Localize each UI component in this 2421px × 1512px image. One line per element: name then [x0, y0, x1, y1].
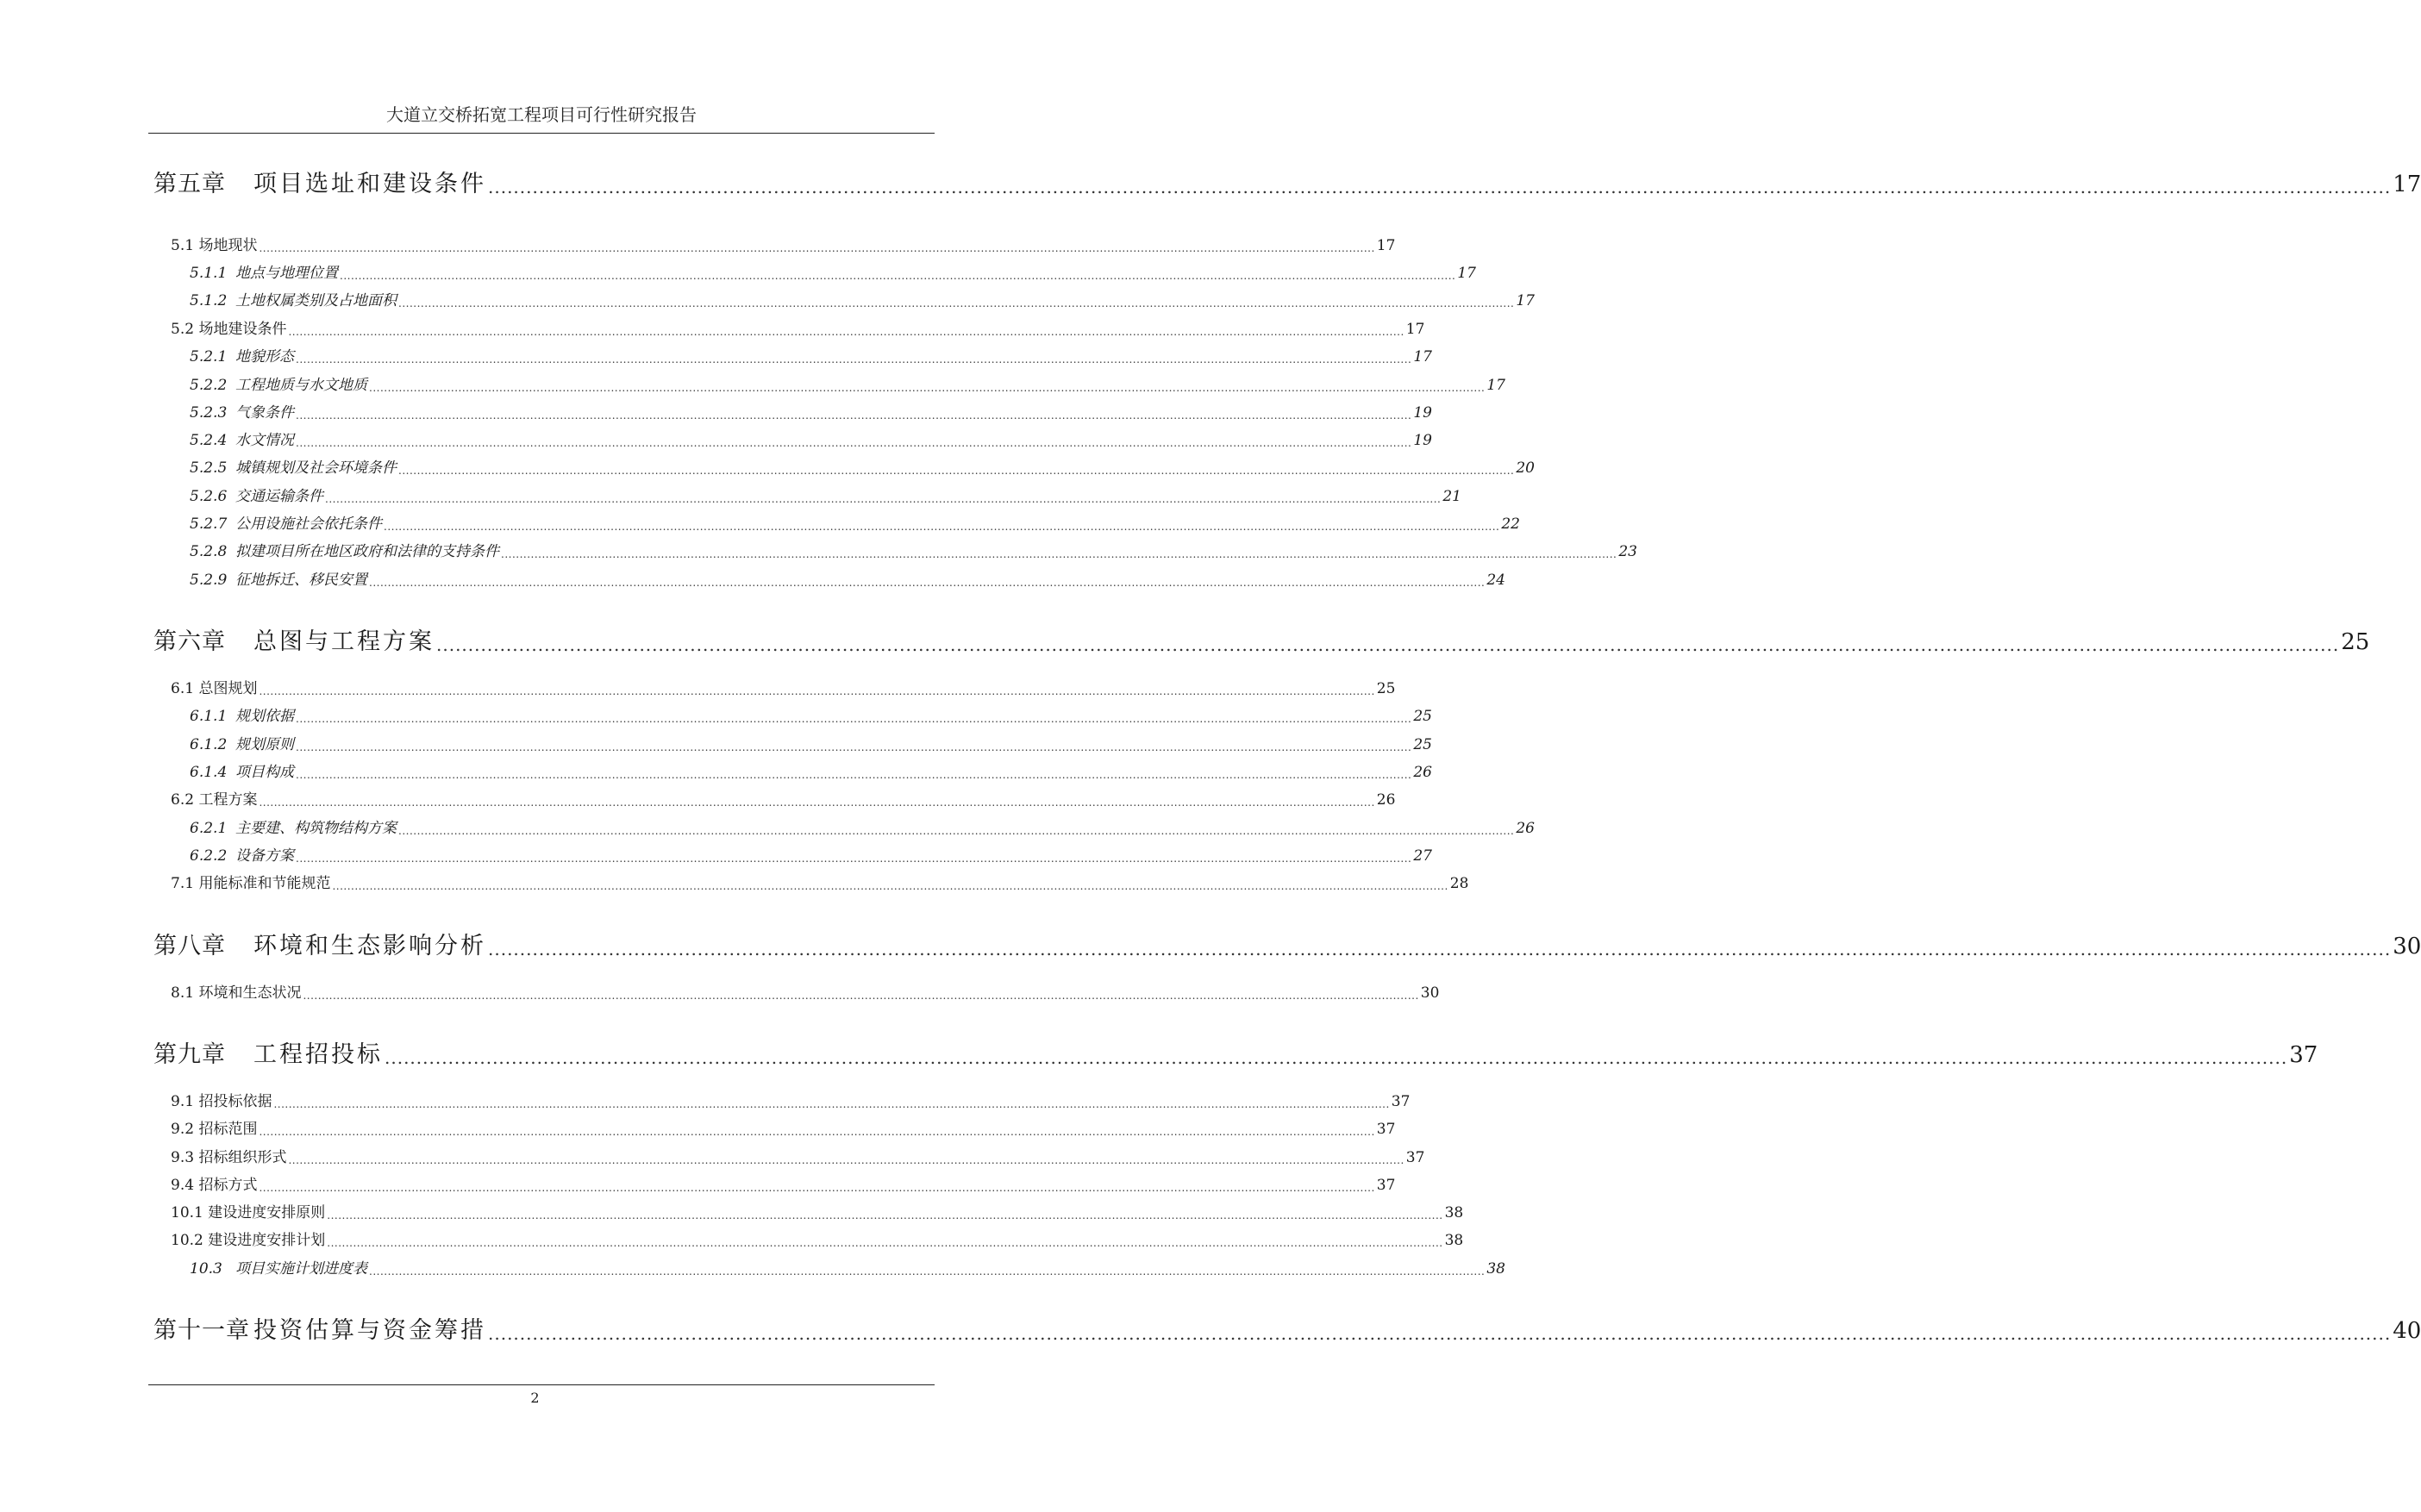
page-number: 37 — [1376, 1177, 1396, 1194]
dot-leader: ............................................................................................................................................................................................................................................................................................................ — [325, 493, 1442, 505]
page-number: 26 — [1516, 820, 1535, 837]
page-number: 21 — [1442, 488, 1461, 505]
toc-subsection-5-2-2[interactable] — [190, 375, 1505, 396]
subsection-code: 5.1.1 — [190, 265, 228, 282]
subsection-title: 设备方案 — [235, 847, 294, 865]
toc-subsection-6-2-1[interactable] — [190, 818, 1535, 839]
toc-section-10-2[interactable] — [171, 1230, 1464, 1251]
section-title: 8.1 环境和生态状况 — [171, 984, 302, 1002]
page-number: 19 — [1413, 432, 1432, 449]
subsection-title: 主要建、构筑物结构方案 — [235, 820, 397, 837]
subsection-code: 6.2.1 — [190, 820, 228, 837]
subsection-title: 土地权属类别及占地面积 — [235, 292, 397, 309]
dot-leader: ............................................................................................................................................................................................................................................................................................................ — [296, 769, 1412, 781]
section-title: 10.1 建设进度安排原则 — [171, 1204, 326, 1221]
dot-leader: ............................................................................................................................................................................................................................................................................................................ — [296, 437, 1412, 449]
chapter-title: 环境和生态影响分析 — [253, 933, 486, 959]
page-number: 17 — [2393, 172, 2421, 197]
chapter-title: 总图与工程方案 — [253, 628, 435, 655]
dot-leader: ............................................................................................................................................................................................................................................................................................................ — [296, 713, 1412, 725]
subsection-code: 5.2.8 — [190, 543, 228, 560]
subsection-code: 5.2.2 — [190, 377, 228, 394]
dot-leader: ............................................................................................................................................................................................................................................................................................................ — [385, 1047, 2288, 1068]
toc-subsection-5-2-6[interactable] — [190, 486, 1461, 507]
dot-leader: ............................................................................................................................................................................................................................................................................................................ — [488, 177, 2392, 197]
dot-leader: ............................................................................................................................................................................................................................................................................................................ — [273, 1098, 1390, 1110]
dot-leader: ............................................................................................................................................................................................................................................................................................................ — [259, 242, 1375, 254]
toc-subsection-5-2-3[interactable] — [190, 403, 1432, 423]
page-number: 17 — [1486, 377, 1505, 394]
section-title: 6.1 总图规划 — [171, 680, 258, 697]
subsection-code: 5.2.1 — [190, 348, 228, 366]
subsection-title: 工程地质与水文地质 — [235, 377, 367, 394]
page-number: 25 — [2341, 629, 2370, 655]
dot-leader: ............................................................................................................................................................................................................................................................................................................ — [488, 1323, 2392, 1344]
subsection-code: 5.1.2 — [190, 292, 228, 309]
toc-section-9-1[interactable] — [171, 1091, 1411, 1112]
section-title: 9.1 招投标依据 — [171, 1093, 272, 1110]
dot-leader: ............................................................................................................................................................................................................................................................................................................ — [398, 825, 1515, 837]
dot-leader: ............................................................................................................................................................................................................................................................................................................ — [369, 577, 1486, 589]
dot-leader: ............................................................................................................................................................................................................................................................................................................ — [288, 326, 1404, 338]
toc-subsection-5-2-9[interactable] — [190, 570, 1505, 590]
document-title: 大道立交桥拓宽工程项目可行性研究报告 — [386, 104, 697, 125]
chapter-number: 第八章 — [153, 933, 226, 959]
page-number: 30 — [1420, 984, 1440, 1002]
subsection-code: 5.2.9 — [190, 572, 228, 589]
page-number: 17 — [1405, 321, 1425, 338]
page-number: 26 — [1413, 764, 1432, 781]
dot-leader: ............................................................................................................................................................................................................................................................................................................ — [296, 853, 1412, 865]
subsection-title: 拟建项目所在地区政府和法律的支持条件 — [235, 543, 499, 560]
dot-leader: ............................................................................................................................................................................................................................................................................................................ — [398, 465, 1515, 477]
page-number: 17 — [1376, 237, 1396, 254]
subsection-title: 交通运输条件 — [235, 488, 323, 505]
dot-leader: ............................................................................................................................................................................................................................................................................................................ — [296, 409, 1412, 422]
subsection-title: 项目实施计划进度表 — [235, 1260, 367, 1278]
page-number: 28 — [1449, 875, 1469, 892]
toc-subsection-5-1-1[interactable] — [190, 263, 1476, 284]
toc-subsection-6-1-4[interactable] — [190, 762, 1432, 783]
toc-section-5-2[interactable] — [171, 319, 1425, 340]
subsection-code: 10.3 — [190, 1260, 222, 1278]
section-title: 5.2 场地建设条件 — [171, 321, 287, 338]
section-title: 9.4 招标方式 — [171, 1177, 258, 1194]
subsection-code: 5.2.4 — [190, 432, 228, 449]
toc-subsection-5-2-8[interactable] — [190, 541, 1637, 562]
page-number: 23 — [1618, 543, 1637, 560]
toc-section-9-3[interactable] — [171, 1147, 1425, 1168]
toc-subsection-6-2-2[interactable] — [190, 846, 1432, 866]
subsection-code: 5.2.3 — [190, 404, 228, 422]
section-title: 9.2 招标范围 — [171, 1121, 258, 1138]
toc-subsection-6-1-1[interactable] — [190, 706, 1432, 727]
toc-subsection-5-1-2[interactable] — [190, 291, 1535, 311]
subsection-title: 城镇规划及社会环境条件 — [235, 459, 397, 477]
page-number: 30 — [2393, 934, 2421, 959]
chapter-number: 第九章 — [153, 1041, 226, 1068]
dot-leader: ............................................................................................................................................................................................................................................................................................................ — [340, 270, 1456, 282]
dot-leader: ............................................................................................................................................................................................................................................................................................................ — [259, 797, 1375, 809]
toc-section-6-1[interactable] — [171, 678, 1396, 699]
page-number: 17 — [1516, 292, 1535, 309]
footer-page-number: 2 — [530, 1390, 540, 1406]
toc-section-8-1[interactable] — [171, 983, 1440, 1003]
subsection-code: 5.2.5 — [190, 459, 228, 477]
page-number: 37 — [1405, 1149, 1425, 1166]
subsection-title: 地点与地理位置 — [235, 265, 338, 282]
page-number: 24 — [1486, 572, 1505, 589]
toc-section-10-1[interactable] — [171, 1203, 1464, 1223]
subsection-title: 规划依据 — [235, 708, 294, 725]
page-number: 37 — [1391, 1093, 1411, 1110]
chapter-number: 第六章 — [153, 628, 226, 655]
page-number: 22 — [1501, 515, 1520, 533]
chapter-title: 工程招投标 — [253, 1041, 383, 1068]
toc-chapter-11[interactable] — [153, 1315, 2421, 1346]
dot-leader: ............................................................................................................................................................................................................................................................................................................ — [488, 939, 2392, 959]
dot-leader: ............................................................................................................................................................................................................................................................................................................ — [332, 880, 1448, 892]
toc-subsection-10-3[interactable] — [190, 1259, 1505, 1279]
chapter-title: 项目选址和建设条件 — [253, 171, 486, 197]
dot-leader: ............................................................................................................................................................................................................................................................................................................ — [384, 521, 1500, 533]
dot-leader: ............................................................................................................................................................................................................................................................................................................ — [369, 382, 1486, 394]
subsection-title: 规划原则 — [235, 736, 294, 753]
dot-leader: ............................................................................................................................................................................................................................................................................................................ — [327, 1209, 1443, 1221]
dot-leader: ............................................................................................................................................................................................................................................................................................................ — [369, 1265, 1486, 1278]
page-number: 38 — [1486, 1260, 1505, 1278]
page-number: 38 — [1444, 1204, 1464, 1221]
toc-chapter-8[interactable] — [153, 931, 2421, 962]
page-number: 25 — [1376, 680, 1396, 697]
toc-section-5-1[interactable] — [171, 235, 1396, 256]
section-title: 5.1 场地现状 — [171, 237, 258, 254]
section-title: 9.3 招标组织形式 — [171, 1149, 287, 1166]
toc-subsection-5-2-4[interactable] — [190, 430, 1432, 451]
page-number: 20 — [1516, 459, 1535, 477]
subsection-code: 6.1.1 — [190, 708, 228, 725]
chapter-number: 第十一章 — [153, 1317, 250, 1344]
page-number: 37 — [1376, 1121, 1396, 1138]
subsection-code: 6.2.2 — [190, 847, 228, 865]
dot-leader: ............................................................................................................................................................................................................................................................................................................ — [303, 990, 1419, 1002]
dot-leader: ............................................................................................................................................................................................................................................................................................................ — [296, 741, 1412, 753]
dot-leader: ............................................................................................................................................................................................................................................................................................................ — [259, 1126, 1375, 1138]
dot-leader: ............................................................................................................................................................................................................................................................................................................ — [259, 1182, 1375, 1194]
toc-chapter-9[interactable] — [153, 1040, 2318, 1071]
dot-leader: ............................................................................................................................................................................................................................................................................................................ — [288, 1154, 1404, 1166]
toc-subsection-5-2-1[interactable] — [190, 347, 1432, 367]
page-number: 25 — [1413, 736, 1432, 753]
chapter-number: 第五章 — [153, 171, 226, 197]
toc-chapter-5[interactable] — [153, 169, 2421, 200]
toc-section-9-2[interactable] — [171, 1119, 1396, 1140]
toc-section-9-4[interactable] — [171, 1175, 1396, 1196]
chapter-title: 投资估算与资金筹措 — [253, 1317, 486, 1344]
page-number: 17 — [1413, 348, 1432, 366]
page-number: 40 — [2393, 1318, 2421, 1344]
toc-subsection-5-2-7[interactable] — [190, 514, 1520, 534]
subsection-title: 公用设施社会依托条件 — [235, 515, 382, 533]
subsection-title: 地貌形态 — [235, 348, 294, 366]
footer-rule — [148, 1384, 935, 1385]
page-number: 27 — [1413, 847, 1432, 865]
subsection-title: 项目构成 — [235, 764, 294, 781]
subsection-code: 5.2.7 — [190, 515, 228, 533]
section-title: 10.2 建设进度安排计划 — [171, 1232, 326, 1249]
toc-subsection-5-2-5[interactable] — [190, 458, 1535, 478]
toc-chapter-6[interactable] — [153, 627, 2370, 658]
dot-leader: ............................................................................................................................................................................................................................................................................................................ — [296, 353, 1412, 366]
subsection-code: 6.1.4 — [190, 764, 228, 781]
subsection-title: 水文情况 — [235, 432, 294, 449]
page-number: 26 — [1376, 791, 1396, 809]
subsection-code: 5.2.6 — [190, 488, 228, 505]
toc-section-7-1[interactable] — [171, 873, 1469, 894]
page-number: 19 — [1413, 404, 1432, 422]
dot-leader: ............................................................................................................................................................................................................................................................................................................ — [436, 634, 2340, 655]
subsection-code: 6.1.2 — [190, 736, 228, 753]
page-number: 17 — [1457, 265, 1476, 282]
subsection-title: 征地拆迁、移民安置 — [235, 572, 367, 589]
dot-leader: ............................................................................................................................................................................................................................................................................................................ — [327, 1237, 1443, 1249]
section-title: 6.2 工程方案 — [171, 791, 258, 809]
toc-section-6-2[interactable] — [171, 790, 1396, 810]
page-number: 25 — [1413, 708, 1432, 725]
toc-subsection-6-1-2[interactable] — [190, 734, 1432, 755]
dot-leader: ............................................................................................................................................................................................................................................................................................................ — [259, 685, 1375, 697]
dot-leader: ............................................................................................................................................................................................................................................................................................................ — [501, 548, 1617, 560]
subsection-title: 气象条件 — [235, 404, 294, 422]
dot-leader: ............................................................................................................................................................................................................................................................................................................ — [398, 297, 1515, 309]
page-number: 37 — [2289, 1042, 2318, 1068]
page-number: 38 — [1444, 1232, 1464, 1249]
section-title: 7.1 用能标准和节能规范 — [171, 875, 331, 892]
